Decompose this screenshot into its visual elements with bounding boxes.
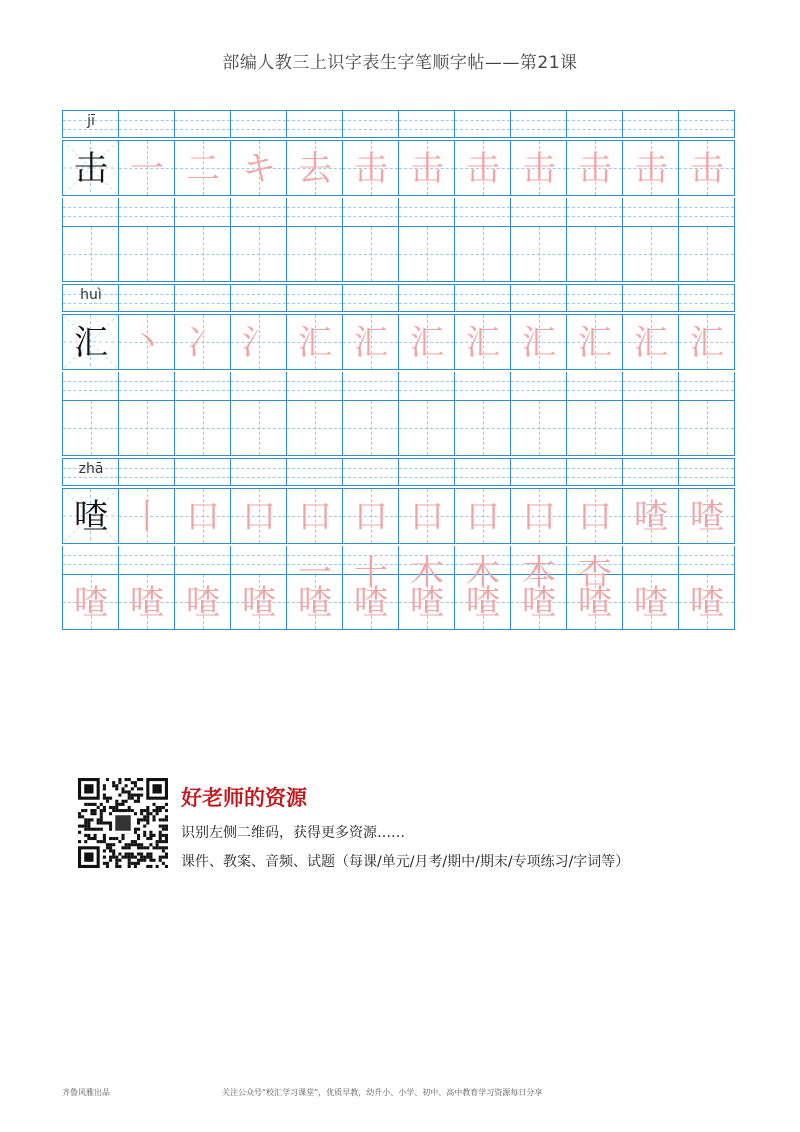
trace-character xyxy=(231,227,287,283)
practice-row xyxy=(62,400,736,456)
promo-box xyxy=(78,778,758,872)
trace-character xyxy=(679,401,735,457)
trace-character: 喳 xyxy=(522,583,556,623)
pinyin-cell xyxy=(623,110,679,138)
trace-character xyxy=(175,227,231,283)
practice-cell[interactable] xyxy=(455,574,511,630)
stroke-cell xyxy=(343,314,399,370)
practice-cell[interactable] xyxy=(567,400,623,456)
practice-sheet xyxy=(62,110,735,632)
trace-character: 喳 xyxy=(186,583,220,623)
trace-character xyxy=(455,227,511,283)
practice-cell[interactable] xyxy=(399,400,455,456)
stroke-cell xyxy=(119,314,175,370)
pinyin-cell xyxy=(175,458,231,486)
trace-character xyxy=(567,401,623,457)
trace-character: 喳 xyxy=(74,583,108,623)
stroke-step: 丶 xyxy=(130,323,164,363)
trace-character xyxy=(119,227,175,283)
spacer-cell xyxy=(399,372,455,400)
stroke-step: 丨 xyxy=(130,497,164,537)
spacer-cell xyxy=(119,372,175,400)
stroke-step: 冫 xyxy=(186,323,220,363)
pinyin-cell xyxy=(231,284,287,312)
pinyin-cell xyxy=(567,458,623,486)
stroke-step: 口一 xyxy=(298,497,332,593)
stroke-order-row xyxy=(62,140,736,196)
stroke-cell xyxy=(287,314,343,370)
trace-character: 喳 xyxy=(130,583,164,623)
stroke-step: 汇 xyxy=(466,323,500,363)
model-cell xyxy=(63,314,119,370)
stroke-step: 击 xyxy=(522,149,556,189)
stroke-cell xyxy=(679,314,735,370)
trace-character xyxy=(623,227,679,283)
spacer-cell xyxy=(63,372,119,400)
pinyin-row xyxy=(62,284,736,312)
practice-cell[interactable] xyxy=(119,400,175,456)
stroke-cell xyxy=(679,140,735,196)
stroke-step: 氵 xyxy=(242,323,276,363)
pinyin-cell xyxy=(63,110,119,138)
pinyin-cell xyxy=(287,110,343,138)
spacer-cell xyxy=(119,546,175,574)
spacer-row xyxy=(62,372,736,400)
pinyin-cell xyxy=(343,284,399,312)
pinyin-cell xyxy=(231,458,287,486)
stroke-step: 口 xyxy=(186,497,220,537)
stroke-step: 口杏 xyxy=(578,497,612,593)
stroke-cell xyxy=(287,140,343,196)
stroke-step: 击 xyxy=(466,149,500,189)
trace-character xyxy=(399,227,455,283)
stroke-step: 口木 xyxy=(466,497,500,593)
pinyin-cell xyxy=(63,458,119,486)
trace-character xyxy=(287,227,343,283)
pinyin-row xyxy=(62,110,736,138)
pinyin-cell xyxy=(399,284,455,312)
character-block xyxy=(62,284,735,458)
practice-cell[interactable] xyxy=(679,226,735,282)
stroke-step: 喳 xyxy=(690,497,724,537)
stroke-cell xyxy=(399,488,455,593)
practice-cell[interactable] xyxy=(679,400,735,456)
trace-character: 喳 xyxy=(634,583,668,623)
practice-cell[interactable] xyxy=(119,226,175,282)
pinyin-cell xyxy=(343,458,399,486)
practice-cell[interactable] xyxy=(231,574,287,630)
pinyin-cell xyxy=(511,110,567,138)
qr-code-icon xyxy=(78,778,168,868)
spacer-cell xyxy=(623,372,679,400)
practice-cell[interactable] xyxy=(455,226,511,282)
spacer-cell xyxy=(511,372,567,400)
footer-credit: 齐鲁风雅出品 xyxy=(62,1088,110,1097)
practice-cell[interactable] xyxy=(63,400,119,456)
model-cell xyxy=(63,140,119,196)
pinyin-cell xyxy=(623,458,679,486)
spacer-cell xyxy=(343,372,399,400)
stroke-step: 汇 xyxy=(522,323,556,363)
spacer-cell xyxy=(63,546,119,574)
practice-cell[interactable] xyxy=(343,226,399,282)
stroke-cell xyxy=(455,140,511,196)
spacer-cell xyxy=(175,372,231,400)
promo-title: 好老师的资源 xyxy=(181,786,307,810)
trace-character xyxy=(175,401,231,457)
spacer-cell xyxy=(567,198,623,226)
stroke-step: 汇 xyxy=(634,323,668,363)
practice-cell[interactable] xyxy=(175,400,231,456)
trace-character: 喳 xyxy=(354,583,388,623)
trace-character: 喳 xyxy=(690,583,724,623)
footer-notice: 关注公众号“校汇学习课堂”，优质早教，幼升小、小学、初中、高中教育学习资源每日分享 xyxy=(222,1088,543,1097)
trace-character xyxy=(399,401,455,457)
pinyin-cell xyxy=(231,110,287,138)
stroke-cell xyxy=(567,314,623,370)
pinyin-label: huì xyxy=(80,287,102,303)
promo-line-2: 课件、教案、音频、试题（每课/单元/月考/期中/期末/专项练习/字词等） xyxy=(181,854,630,870)
stroke-step: キ xyxy=(242,149,276,189)
stroke-cell xyxy=(623,488,679,544)
practice-cell[interactable] xyxy=(511,574,567,630)
stroke-step: 一 xyxy=(130,149,164,189)
practice-cell[interactable] xyxy=(119,574,175,630)
spacer-cell xyxy=(679,372,735,400)
spacer-row xyxy=(62,546,736,574)
pinyin-cell xyxy=(679,458,735,486)
stroke-cell xyxy=(455,314,511,370)
practice-cell[interactable] xyxy=(567,226,623,282)
stroke-cell xyxy=(567,140,623,196)
spacer-cell xyxy=(63,198,119,226)
page-title: 部编人教三上识字表生字笔顺字帖——第21课 xyxy=(222,53,578,73)
model-cell xyxy=(63,488,119,544)
stroke-step: 击 xyxy=(690,149,724,189)
pinyin-cell xyxy=(679,284,735,312)
stroke-step: 喳 xyxy=(634,497,668,537)
spacer-cell xyxy=(399,198,455,226)
pinyin-label: zhā xyxy=(78,461,104,477)
spacer-cell xyxy=(567,372,623,400)
pinyin-cell xyxy=(119,284,175,312)
promo-line-1: 识别左侧二维码，获得更多资源…… xyxy=(181,825,405,841)
spacer-cell xyxy=(175,546,231,574)
pinyin-cell xyxy=(343,110,399,138)
spacer-cell xyxy=(231,372,287,400)
spacer-cell xyxy=(455,372,511,400)
stroke-cell xyxy=(287,488,343,593)
stroke-cell xyxy=(343,488,399,593)
stroke-step: 击 xyxy=(354,149,388,189)
practice-cell[interactable] xyxy=(287,226,343,282)
practice-cell[interactable] xyxy=(343,400,399,456)
stroke-order-row xyxy=(62,314,736,370)
spacer-cell xyxy=(231,546,287,574)
stroke-cell xyxy=(511,314,567,370)
pinyin-cell xyxy=(63,284,119,312)
practice-cell[interactable] xyxy=(287,400,343,456)
stroke-step: 口 xyxy=(242,497,276,537)
stroke-cell xyxy=(231,140,287,196)
practice-cell[interactable] xyxy=(399,226,455,282)
pinyin-row xyxy=(62,458,736,486)
practice-cell[interactable] xyxy=(511,226,567,282)
stroke-step: 去 xyxy=(298,149,332,189)
practice-cell[interactable] xyxy=(287,574,343,630)
practice-cell[interactable] xyxy=(63,574,119,630)
pinyin-cell xyxy=(399,110,455,138)
stroke-cell xyxy=(343,140,399,196)
trace-character xyxy=(63,227,119,283)
stroke-step: 汇 xyxy=(298,323,332,363)
spacer-cell xyxy=(623,546,679,574)
practice-cell[interactable] xyxy=(511,400,567,456)
stroke-step: 击 xyxy=(410,149,444,189)
stroke-cell xyxy=(175,314,231,370)
practice-cell[interactable] xyxy=(679,574,735,630)
practice-cell[interactable] xyxy=(231,400,287,456)
spacer-cell xyxy=(287,198,343,226)
spacer-cell xyxy=(455,198,511,226)
character-block xyxy=(62,458,735,632)
stroke-cell xyxy=(231,314,287,370)
stroke-cell xyxy=(175,488,231,544)
stroke-cell xyxy=(231,488,287,544)
trace-character: 喳 xyxy=(298,583,332,623)
stroke-step: 汇 xyxy=(354,323,388,363)
stroke-cell xyxy=(679,488,735,544)
model-character: 汇 xyxy=(74,323,108,363)
spacer-cell xyxy=(511,198,567,226)
practice-row xyxy=(62,226,736,282)
practice-cell[interactable] xyxy=(399,574,455,630)
trace-character: 喳 xyxy=(466,583,500,623)
trace-character: 喳 xyxy=(578,583,612,623)
stroke-step: 击 xyxy=(578,149,612,189)
pinyin-cell xyxy=(175,284,231,312)
stroke-step: 口十 xyxy=(354,497,388,593)
stroke-cell xyxy=(119,140,175,196)
pinyin-cell xyxy=(287,284,343,312)
trace-character xyxy=(623,401,679,457)
pinyin-cell xyxy=(119,110,175,138)
pinyin-cell xyxy=(455,284,511,312)
spacer-cell xyxy=(287,372,343,400)
trace-character xyxy=(343,401,399,457)
pinyin-cell xyxy=(567,110,623,138)
stroke-cell xyxy=(511,488,567,593)
practice-row xyxy=(62,574,736,630)
trace-character: 喳 xyxy=(410,583,444,623)
trace-character xyxy=(511,227,567,283)
trace-character xyxy=(231,401,287,457)
trace-character xyxy=(119,401,175,457)
practice-cell[interactable] xyxy=(63,226,119,282)
stroke-cell xyxy=(399,314,455,370)
pinyin-cell xyxy=(567,284,623,312)
pinyin-cell xyxy=(119,458,175,486)
stroke-cell xyxy=(511,140,567,196)
pinyin-cell xyxy=(399,458,455,486)
practice-cell[interactable] xyxy=(623,574,679,630)
stroke-cell xyxy=(175,140,231,196)
pinyin-cell xyxy=(623,284,679,312)
practice-cell[interactable] xyxy=(175,226,231,282)
stroke-cell xyxy=(399,140,455,196)
pinyin-cell xyxy=(455,458,511,486)
stroke-step: 汇 xyxy=(578,323,612,363)
trace-character xyxy=(679,227,735,283)
stroke-cell xyxy=(119,488,175,544)
practice-cell[interactable] xyxy=(231,226,287,282)
stroke-cell xyxy=(623,140,679,196)
trace-character xyxy=(287,401,343,457)
stroke-cell xyxy=(567,488,623,593)
trace-character xyxy=(63,401,119,457)
pinyin-cell xyxy=(679,110,735,138)
stroke-step: 口本 xyxy=(522,497,556,593)
pinyin-label: jī xyxy=(87,113,95,129)
spacer-cell xyxy=(343,198,399,226)
stroke-cell xyxy=(455,488,511,593)
trace-character xyxy=(567,227,623,283)
pinyin-cell xyxy=(175,110,231,138)
character-block xyxy=(62,110,735,284)
pinyin-cell xyxy=(511,458,567,486)
trace-character xyxy=(455,401,511,457)
stroke-step: 二 xyxy=(186,149,220,189)
spacer-cell xyxy=(623,198,679,226)
model-character: 击 xyxy=(74,149,108,189)
trace-character: 喳 xyxy=(242,583,276,623)
spacer-cell xyxy=(119,198,175,226)
pinyin-cell xyxy=(511,284,567,312)
stroke-step: 汇 xyxy=(410,323,444,363)
model-character: 喳 xyxy=(74,497,108,537)
pinyin-cell xyxy=(455,110,511,138)
spacer-cell xyxy=(175,198,231,226)
spacer-cell xyxy=(231,198,287,226)
practice-cell[interactable] xyxy=(567,574,623,630)
stroke-order-row xyxy=(62,488,736,593)
practice-cell[interactable] xyxy=(455,400,511,456)
spacer-cell xyxy=(679,198,735,226)
spacer-cell xyxy=(679,546,735,574)
spacer-row xyxy=(62,198,736,226)
trace-character xyxy=(343,227,399,283)
practice-cell[interactable] xyxy=(623,226,679,282)
practice-cell[interactable] xyxy=(343,574,399,630)
stroke-cell xyxy=(623,314,679,370)
stroke-step: 击 xyxy=(634,149,668,189)
practice-cell[interactable] xyxy=(175,574,231,630)
pinyin-cell xyxy=(287,458,343,486)
stroke-step: 口木 xyxy=(410,497,444,593)
stroke-step: 汇 xyxy=(690,323,724,363)
trace-character xyxy=(511,401,567,457)
practice-cell[interactable] xyxy=(623,400,679,456)
